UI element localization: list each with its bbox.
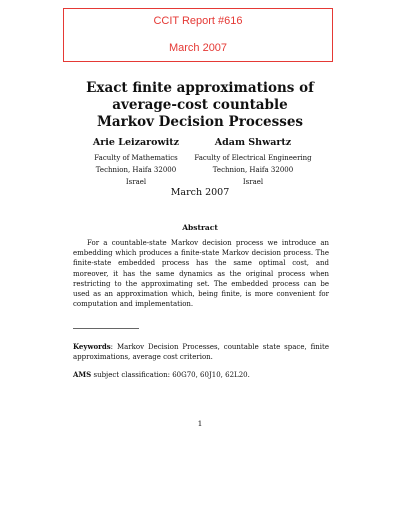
page-number: 1 xyxy=(197,419,203,428)
title-line: average-cost countable xyxy=(112,97,288,113)
keywords xyxy=(73,342,329,362)
keywords-label: Keywords xyxy=(73,342,111,351)
title-line: Exact finite approximations of xyxy=(86,80,314,96)
abstract-heading: Abstract xyxy=(182,223,218,232)
footnote-rule xyxy=(73,328,139,329)
abstract-text: For a countable-state Markov decision process we introduce an embedding which produces a finite-state Markov decision process. The finite-state embedded process has the same optimal cost, and moreover, it has the same dynamics as the original process when restricting to the approximating set. The embedded process can be used as an approximation which, being finite, is more convenient for computation and implementation. xyxy=(73,239,329,309)
affiliation-line: Technion, Haifa 32000 xyxy=(212,166,294,174)
affiliation-line: Faculty of Electrical Engineering xyxy=(194,154,312,162)
keywords-text: : Markov Decision Processes, countable state space, finite approximations, average cost criterion. xyxy=(73,343,329,362)
author-name: Adam Shwartz xyxy=(214,137,292,148)
report-number: CCIT Report #616 xyxy=(153,15,243,27)
author-name: Arie Leizarowitz xyxy=(92,137,180,148)
ams-classification xyxy=(73,370,329,379)
ams-text: subject classification: 60G70, 60J10, 62L20. xyxy=(91,371,250,379)
affiliation-line: Technion, Haifa 32000 xyxy=(95,166,177,174)
author-affiliation xyxy=(168,152,338,188)
report-date: March 2007 xyxy=(168,42,228,54)
affiliation-line: Israel xyxy=(125,178,147,186)
paper-title xyxy=(0,80,400,131)
paper-date: March 2007 xyxy=(170,187,230,198)
affiliation-line: Israel xyxy=(242,178,264,186)
affiliation-line: Faculty of Mathematics xyxy=(94,154,178,162)
title-line: Markov Decision Processes xyxy=(96,114,304,130)
report-stamp-box xyxy=(63,8,333,62)
author-block-2 xyxy=(168,136,338,188)
ams-label: AMS xyxy=(73,370,92,379)
